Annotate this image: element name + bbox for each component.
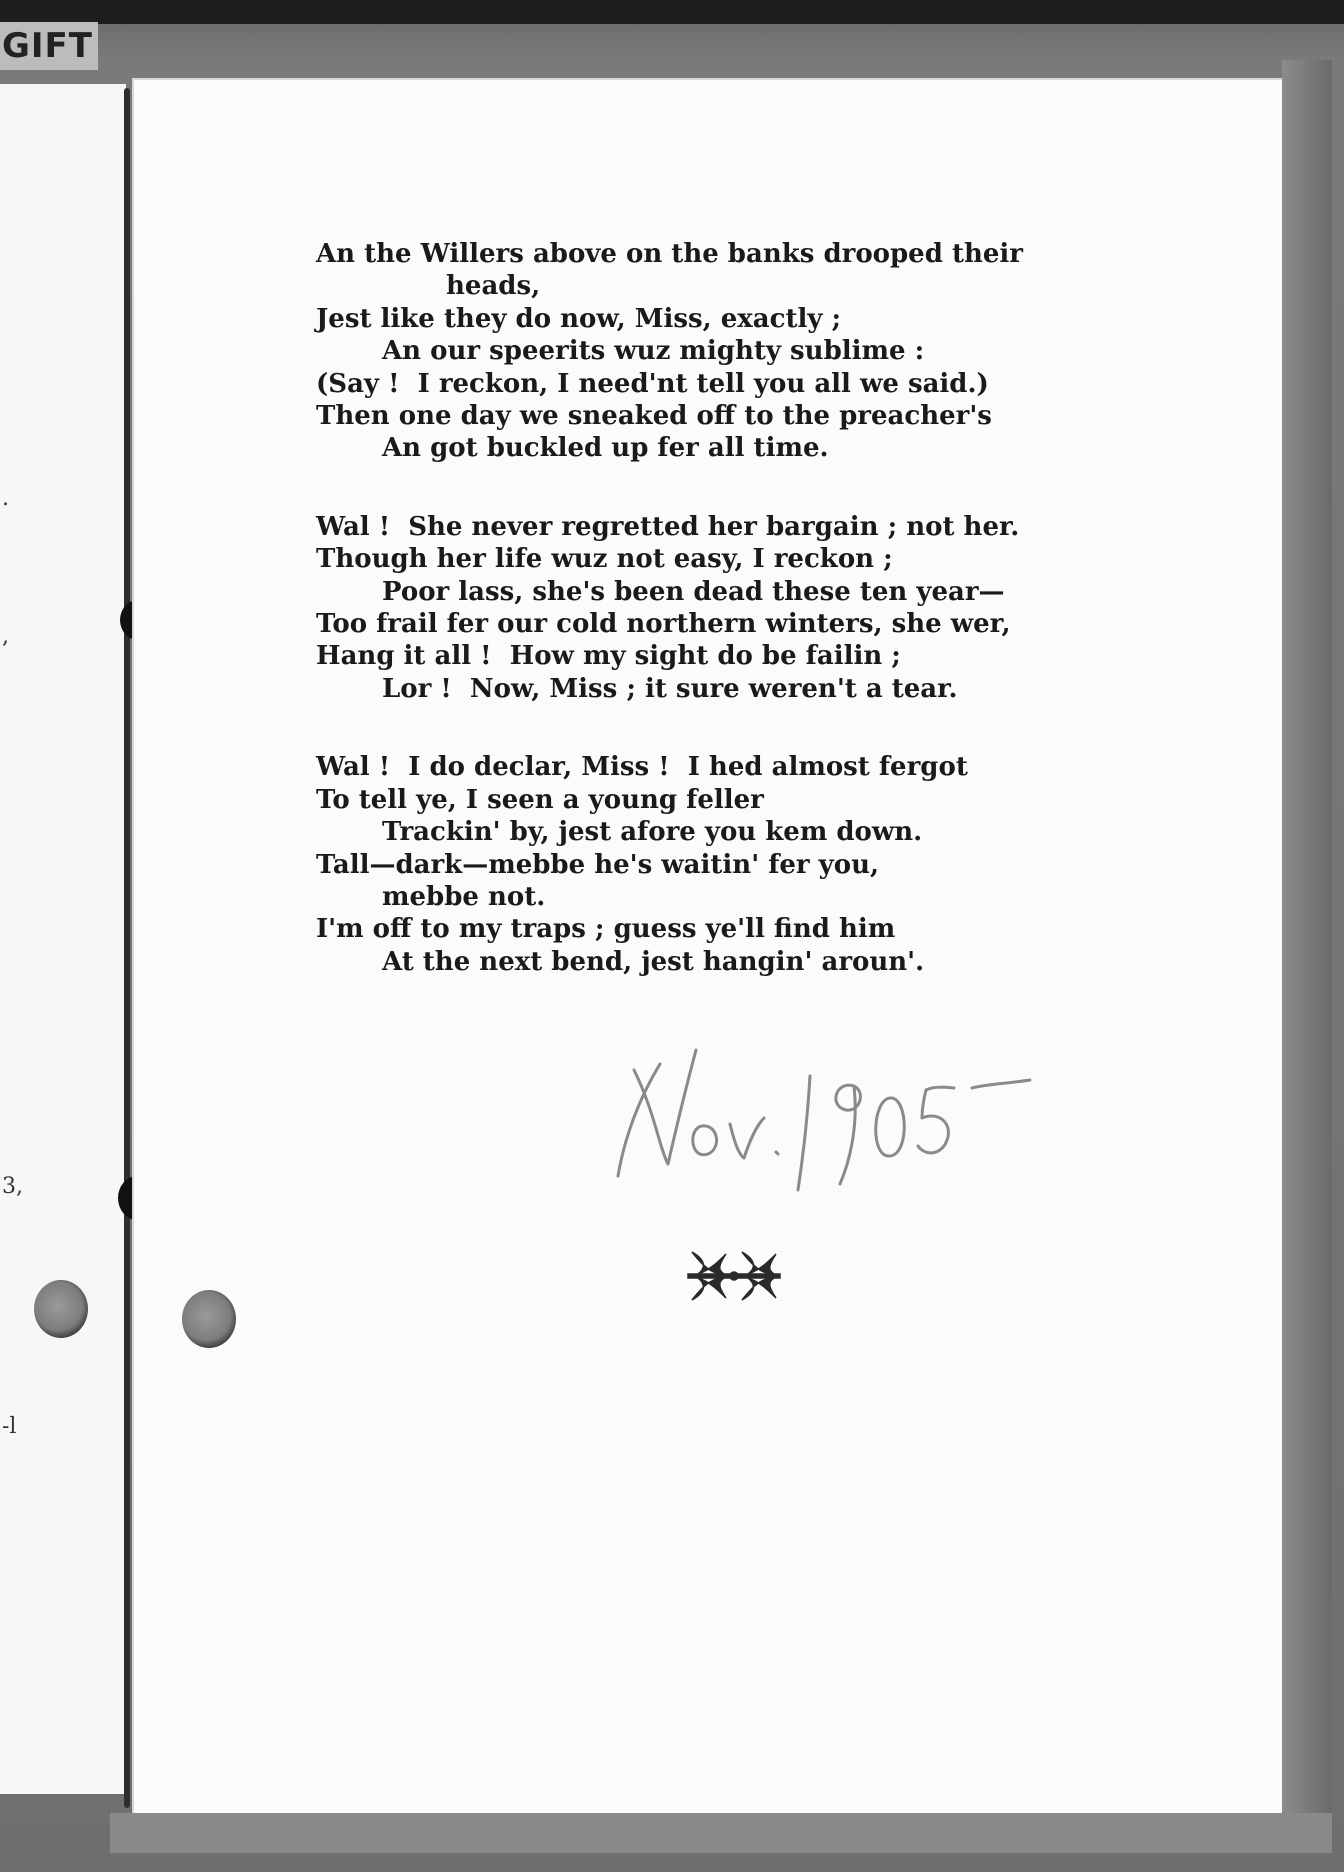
- poem-line: Jest like they do now, Miss, exactly ;: [316, 303, 842, 334]
- punch-hole: [34, 1280, 88, 1338]
- poem-line: To tell ye, I seen a young feller: [316, 784, 764, 815]
- poem-line: Then one day we sneaked off to the preacher's: [316, 401, 992, 432]
- poem-line: An got buckled up fer all time.: [382, 433, 829, 464]
- left-edge-marks: [0, 84, 23, 1794]
- poem-text: [316, 238, 1246, 1024]
- binding-line: [124, 88, 130, 1808]
- handwritten-date: [604, 1040, 1044, 1200]
- poem-line: mebbe not.: [382, 881, 546, 912]
- corner-label: GIFT: [0, 22, 98, 70]
- poem-line: Hang it all ! How my sight do be failin ;: [316, 641, 901, 672]
- poem-line: Tall—dark—mebbe he's waitin' fer you,: [316, 849, 880, 880]
- handwritten-date-graphic: [604, 1040, 1044, 1200]
- poem-line: Poor lass, she's been dead these ten year—: [382, 576, 1005, 607]
- poem-stanza: [316, 751, 1246, 978]
- poem-line: At the next bend, jest hangin' aroun'.: [382, 946, 925, 977]
- left-edge-mark: ,: [2, 624, 9, 649]
- poem-line: An our speerits wuz mighty sublime :: [382, 336, 925, 367]
- poem-line: heads,: [446, 271, 541, 302]
- left-edge-mark: 3,: [2, 1174, 23, 1199]
- poem-line: An the Willers above on the banks drooped their: [316, 239, 1023, 269]
- scan-bottom-edge: [110, 1813, 1332, 1853]
- left-page-edge: [0, 84, 126, 1794]
- poem-stanza: [316, 238, 1246, 465]
- floral-ornament-graphic: [684, 1248, 784, 1304]
- left-edge-mark: -l: [2, 1414, 17, 1439]
- poem-line: Though her life wuz not easy, I reckon ;: [316, 544, 893, 575]
- punch-hole: [182, 1290, 236, 1348]
- poem-line: I'm off to my traps ; guess ye'll find him: [316, 914, 896, 945]
- scan-right-edge: [1282, 60, 1332, 1840]
- poem-line: Lor ! Now, Miss ; it sure weren't a tear.: [382, 673, 958, 704]
- scan-top-edge: [0, 0, 1344, 24]
- poem-line: Wal ! I do declar, Miss ! I hed almost fergot: [316, 752, 968, 783]
- poem-stanza: [316, 511, 1246, 705]
- poem-line: Wal ! She never regretted her bargain ; not her.: [316, 511, 1020, 542]
- poem-line: Too frail fer our cold northern winters, she wer,: [316, 609, 1011, 640]
- left-edge-mark: .: [2, 486, 9, 511]
- poem-line: (Say ! I reckon, I need'nt tell you all we said.): [316, 368, 989, 399]
- poem-line: Trackin' by, jest afore you kem down.: [382, 817, 923, 848]
- floral-ornament-icon: [684, 1248, 784, 1304]
